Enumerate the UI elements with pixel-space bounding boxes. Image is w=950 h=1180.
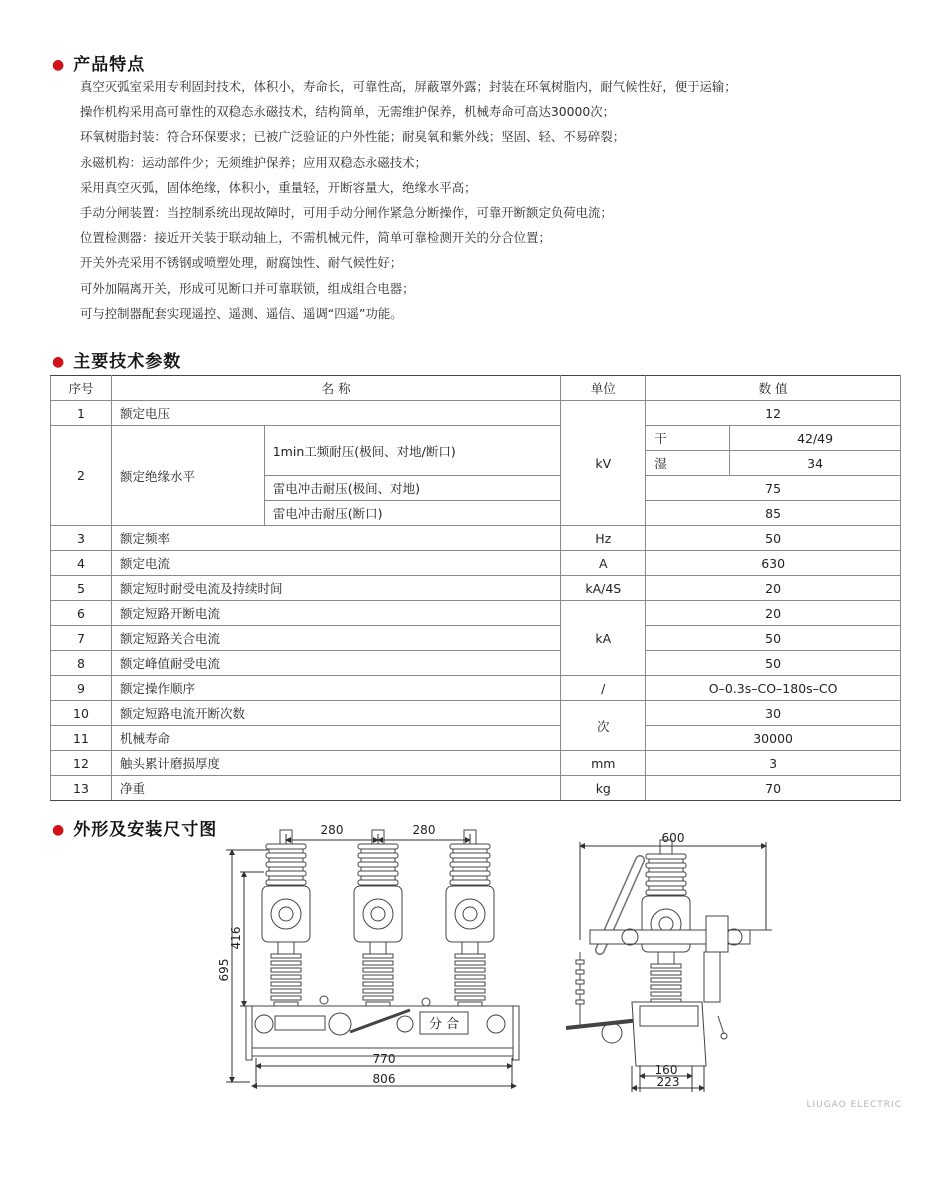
table-row: 12 触头累计磨损厚度 mm 3 [51, 751, 901, 776]
feature-item: 采用真空灭弧，固体绝缘，体积小，重量轻，开断容量大，绝缘水平高； [80, 179, 477, 195]
table-row: 7 额定短路关合电流 50 [51, 626, 901, 651]
feature-item: 手动分闸装置：当控制系统出现故障时，可用手动分闸作紧急分断操作，可靠开断额定负荷电流； [80, 205, 613, 221]
table-row: 2 额定绝缘水平 1min工频耐压(极间、对地/断口) 干 42/49 [51, 426, 901, 451]
spec-table [50, 375, 901, 801]
dim-695: 695 [217, 958, 231, 982]
table-header-row [51, 376, 901, 401]
feature-item: 操作机构采用高可靠性的双稳态永磁技术，结构简单，无需维护保养，机械寿命可高达30000次； [80, 104, 616, 120]
header-no: 序号 [51, 376, 112, 401]
feature-item: 可外加隔离开关，形成可见断口并可靠联锁，组成组合电器； [80, 280, 415, 296]
dim-416: 416 [229, 926, 243, 950]
table-row: 13 净重 kg 70 [51, 776, 901, 801]
table-row: 雷电冲击耐压(断口) 85 [51, 501, 901, 526]
feature-item: 位置检测器：接近开关装于联动轴上，不需机械元件，简单可靠检测开关的分合位置； [80, 230, 551, 246]
dim-806: 806 [372, 1072, 396, 1086]
dimension-drawing [0, 820, 950, 1110]
header-unit: 单位 [561, 376, 646, 401]
footer-brand: LIUGAO ELECTRIC [806, 1100, 902, 1110]
features-heading: ● 产品特点 [52, 55, 146, 75]
unit-kv: kV [561, 401, 646, 526]
header-value: 数 值 [646, 376, 901, 401]
feature-item: 环氧树脂封装：符合环保要求；已被广泛验证的户外性能；耐臭氧和紫外线；坚固、轻、不易碎裂； [80, 129, 626, 145]
feature-item: 永磁机构：运动部件少；无须维护保养；应用双稳态永磁技术； [80, 154, 427, 170]
feature-item: 开关外壳采用不锈钢或喷塑处理，耐腐蚀性、耐气候性好； [80, 255, 403, 271]
dim-280-left: 280 [320, 823, 344, 837]
params-heading: ● 主要技术参数 [52, 352, 182, 372]
bullet-dot-icon: ● [52, 354, 66, 370]
table-row: 雷电冲击耐压(极间、对地) 75 [51, 476, 901, 501]
features-list [80, 74, 737, 326]
front-view [217, 823, 519, 1088]
table-row: 6 额定短路开断电流 kA 20 [51, 601, 901, 626]
unit-ka: kA [561, 601, 646, 676]
table-row: 湿 34 [51, 451, 901, 476]
unit-ci: 次 [561, 701, 646, 751]
dim-770: 770 [372, 1052, 396, 1066]
side-view [566, 831, 772, 1092]
table-row: 9 额定操作顺序 / O–0.3s–CO–180s–CO [51, 676, 901, 701]
feature-item: 真空灭弧室采用专利固封技术，体积小，寿命长，可靠性高，屏蔽罩外露；封装在环氧树脂内，耐气候性好，便于运输； [80, 79, 737, 94]
table-row: 1 额定电压 kV 12 [51, 401, 901, 426]
open-close-label: 分 合 [428, 1017, 460, 1032]
drawing-heading: ● 外形及安装尺寸图 [52, 820, 218, 840]
table-row: 3 额定频率 Hz 50 [51, 526, 901, 551]
dim-600: 600 [661, 831, 685, 845]
table-row: 10 额定短路电流开断次数 次 30 [51, 701, 901, 726]
dim-223: 223 [656, 1075, 680, 1089]
dim-160: 160 [654, 1063, 678, 1077]
feature-item: 可与控制器配套实现遥控、遥测、遥信、遥调“四遥”功能。 [80, 305, 403, 321]
bullet-dot-icon: ● [52, 57, 66, 73]
table-row: 11 机械寿命 30000 [51, 726, 901, 751]
table-row: 4 额定电流 A 630 [51, 551, 901, 576]
table-row: 5 额定短时耐受电流及持续时间 kA/4S 20 [51, 576, 901, 601]
header-name: 名 称 [111, 376, 560, 401]
table-row: 8 额定峰值耐受电流 50 [51, 651, 901, 676]
bullet-dot-icon: ● [52, 822, 66, 838]
dim-280-right: 280 [412, 823, 436, 837]
